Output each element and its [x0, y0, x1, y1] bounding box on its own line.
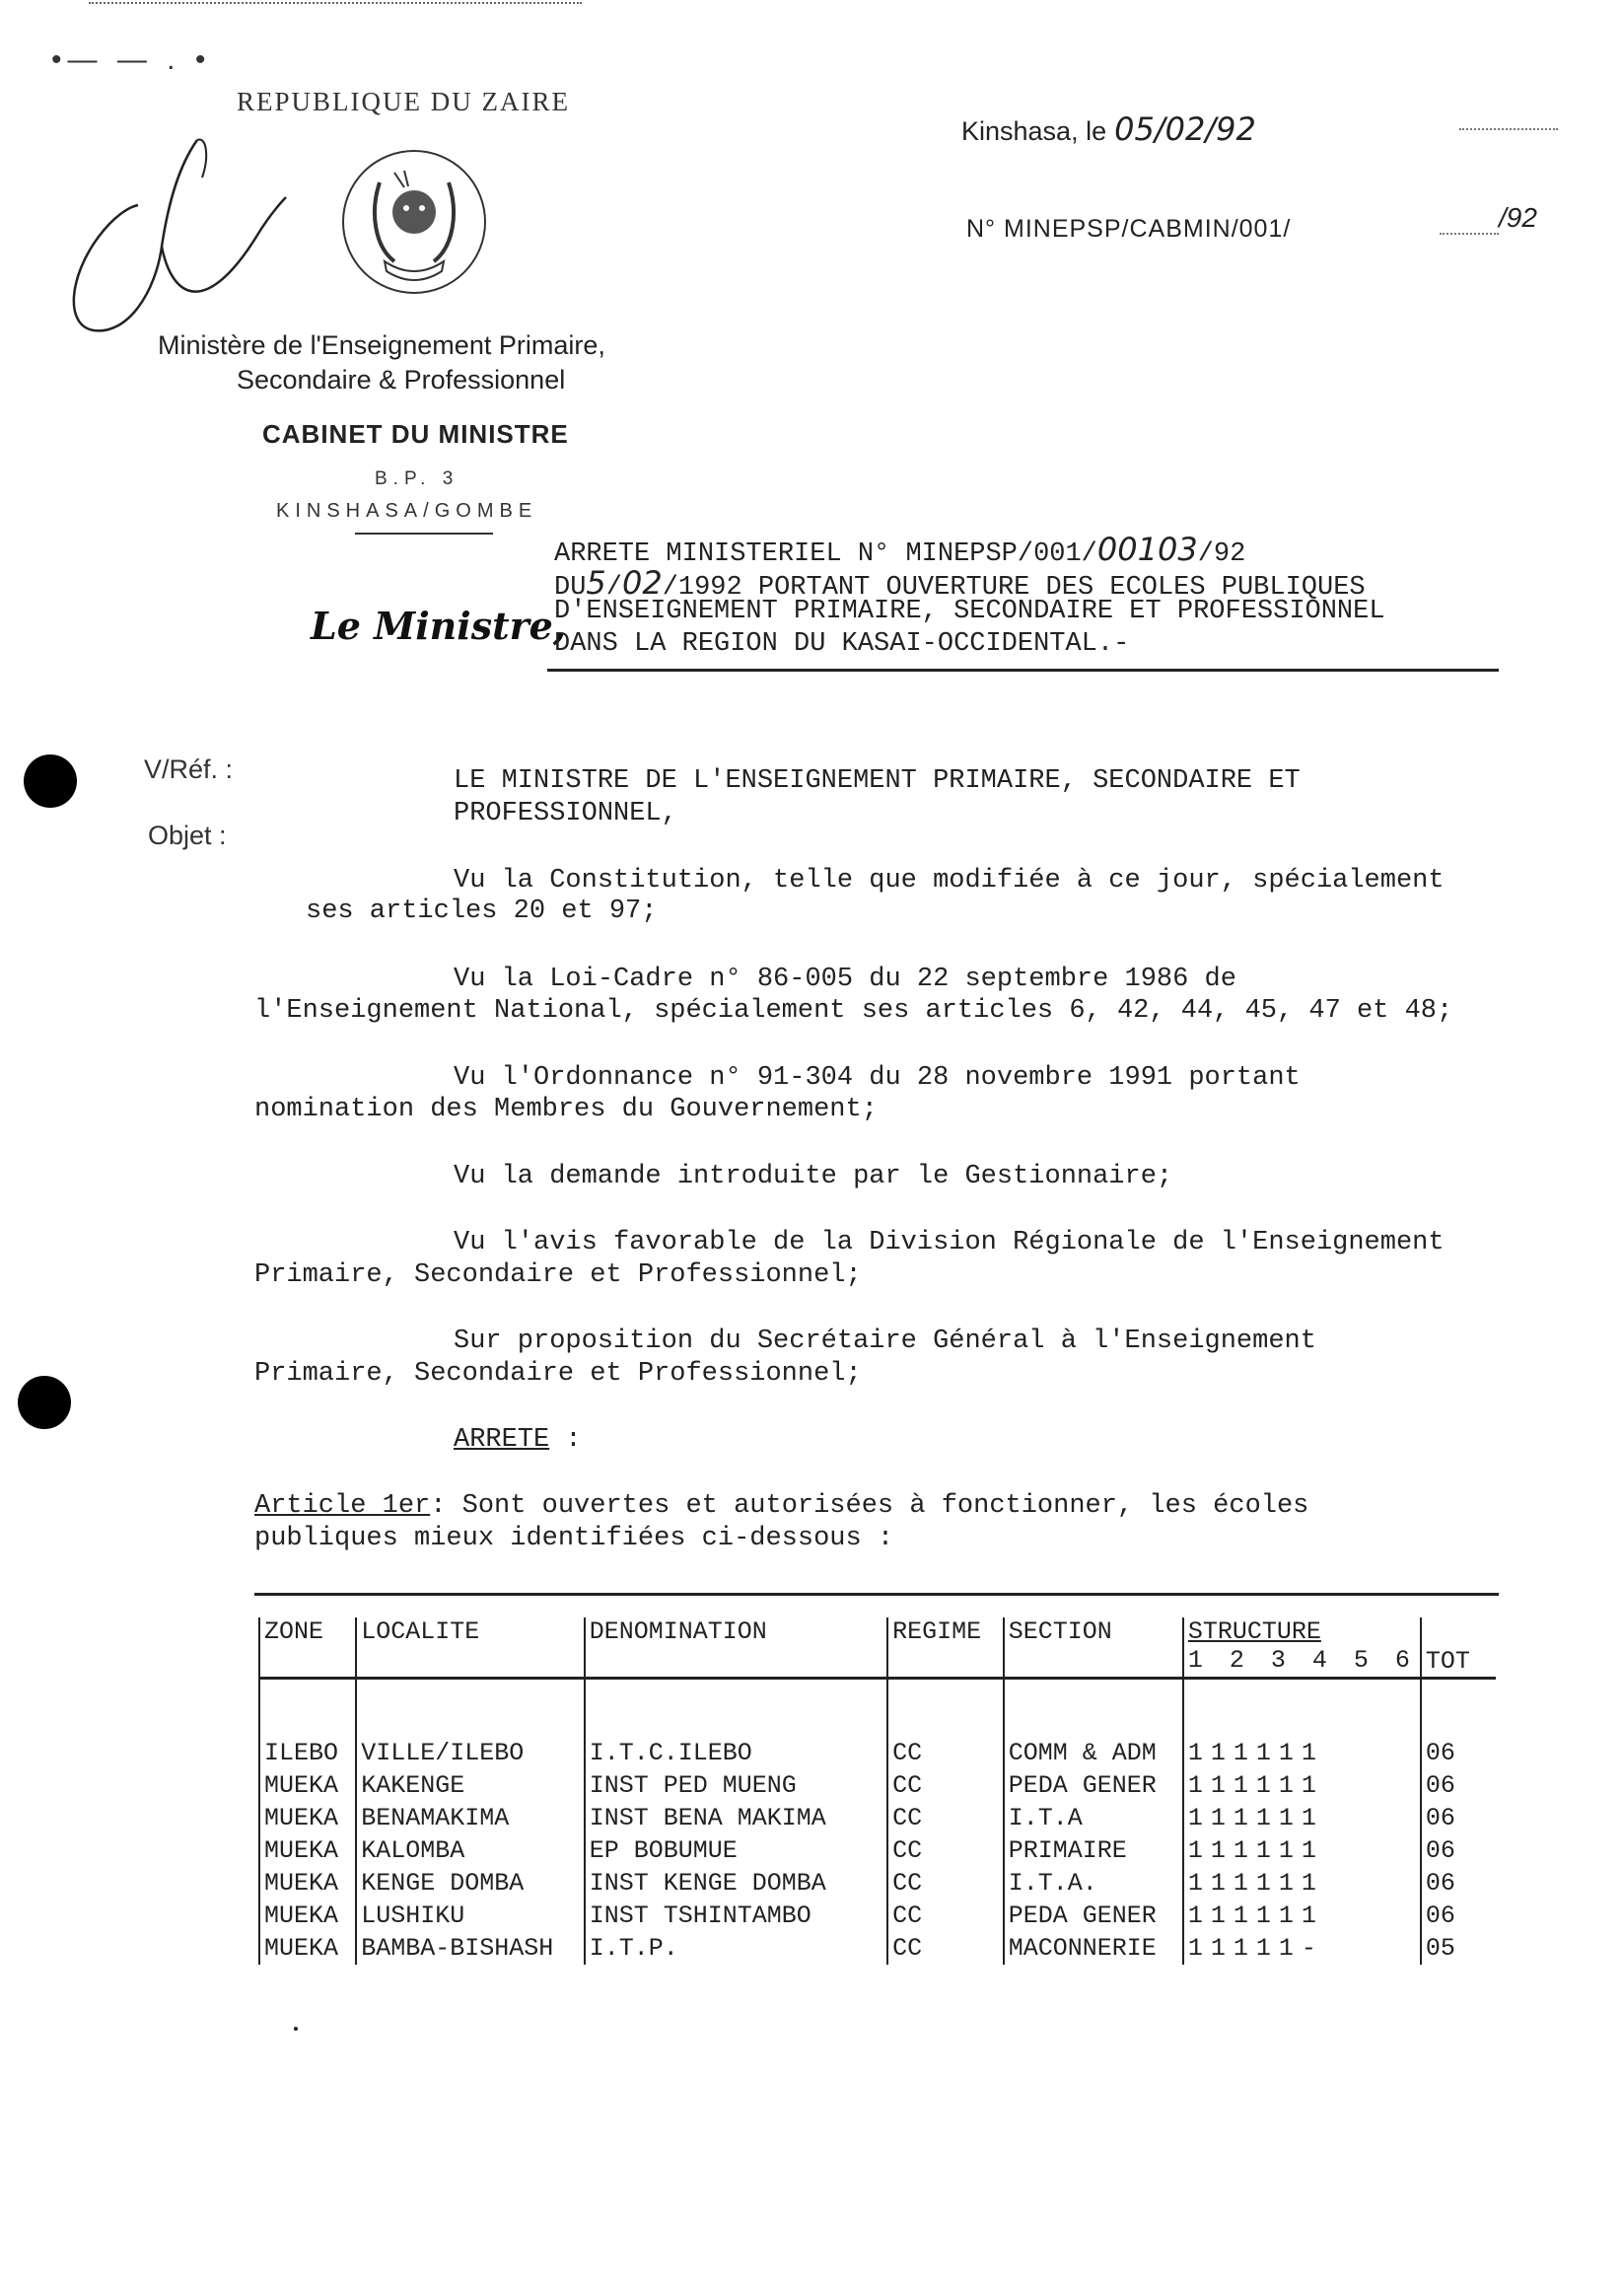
cell-regime: CC: [887, 1769, 1004, 1802]
cell-structure: 11111-: [1183, 1932, 1421, 1965]
coat-of-arms-seal-icon: [335, 143, 493, 301]
cell-zone: MUEKA: [259, 1834, 356, 1867]
cell-localite: VILLE/ILEBO: [356, 1737, 584, 1769]
considerant-line: nomination des Membres du Gouvernement;: [254, 1095, 878, 1124]
cell-localite: KALOMBA: [356, 1834, 584, 1867]
cell-zone: ILEBO: [259, 1737, 356, 1769]
structure-numbers: 1 2 3 4 5 6: [1187, 1646, 1416, 1675]
cell-section: COMM & ADM: [1004, 1737, 1183, 1769]
signature-icon: [59, 128, 316, 355]
cell-section: MACONNERIE: [1004, 1932, 1183, 1965]
objet-label: Objet :: [148, 821, 227, 850]
cell-regime: CC: [887, 1802, 1004, 1834]
stray-ink-dot: [294, 2027, 298, 2031]
table-row: [259, 1867, 1496, 1900]
reference-dotted-line: [1440, 233, 1499, 235]
place-prefix: Kinshasa, le: [961, 116, 1107, 146]
considerant-line: Vu la demande introduite par le Gestionnaire;: [454, 1162, 1173, 1191]
table-top-rule: [254, 1593, 1499, 1596]
minister-label: Le Ministre,: [311, 604, 567, 648]
cell-structure: 111111: [1183, 1769, 1421, 1802]
preamble-line: PROFESSIONNEL,: [454, 799, 677, 828]
arrete-title-text: ARRETE MINISTERIEL N° MINEPSP/001/: [554, 539, 1097, 569]
arrete-title-line4: DANS LA REGION DU KASAI-OCCIDENTAL.-: [554, 629, 1130, 659]
ministry-name-line2: Secondaire & Professionnel: [237, 365, 566, 395]
table-row: [259, 1900, 1496, 1932]
cell-zone: MUEKA: [259, 1932, 356, 1965]
cell-structure: 111111: [1183, 1867, 1421, 1900]
header-localite: LOCALITE: [356, 1617, 584, 1679]
cell-localite: LUSHIKU: [356, 1900, 584, 1932]
cell-regime: CC: [887, 1867, 1004, 1900]
cell-localite: BENAMAKIMA: [356, 1802, 584, 1834]
arrete-word: ARRETE: [454, 1425, 550, 1455]
cell-denomination: I.T.P.: [585, 1932, 887, 1965]
place-date: [961, 110, 1256, 148]
table-row: [259, 1834, 1496, 1867]
cell-localite: KENGE DOMBA: [356, 1867, 584, 1900]
considerant-line: Vu la Loi-Cadre n° 86-005 du 22 septembre 1986 de: [454, 965, 1236, 994]
ministry-name-line1: Ministère de l'Enseignement Primaire,: [158, 330, 605, 360]
arrete-title-line3: D'ENSEIGNEMENT PRIMAIRE, SECONDAIRE ET PROFESSIONNEL: [554, 597, 1385, 626]
arrete-title-text: DU: [554, 573, 587, 603]
address-city: KINSHASA/GOMBE: [276, 500, 538, 522]
cell-zone: MUEKA: [259, 1900, 356, 1932]
cell-denomination: INST PED MUENG: [585, 1769, 887, 1802]
header-regime: REGIME: [887, 1617, 1004, 1679]
considerant-line: Vu la Constitution, telle que modifiée à ce jour, spécialement: [454, 866, 1445, 896]
reference-year: /92: [1499, 202, 1537, 233]
scan-artifact-line: [89, 2, 582, 6]
table-row: [259, 1769, 1496, 1802]
cell-tot: 06: [1421, 1737, 1496, 1769]
header-section: SECTION: [1004, 1617, 1183, 1679]
arrete-colon: :: [549, 1425, 582, 1455]
cell-denomination: INST TSHINTAMBO: [585, 1900, 887, 1932]
header-structure: [1183, 1617, 1421, 1679]
preamble-line: LE MINISTRE DE L'ENSEIGNEMENT PRIMAIRE, SECONDAIRE ET: [454, 766, 1301, 796]
handwritten-month: 02: [621, 564, 663, 602]
cell-tot: 05: [1421, 1932, 1496, 1965]
article-line: [254, 1491, 1308, 1521]
arrete-title-text: /92: [1197, 539, 1246, 569]
arrete-title-text: /1992 PORTANT OUVERTURE DES ECOLES PUBLIQUES: [662, 573, 1366, 603]
punch-hole-mark: [24, 754, 77, 808]
cell-regime: CC: [887, 1900, 1004, 1932]
reference-number: N° MINEPSP/CABMIN/001/: [966, 215, 1292, 243]
cell-structure: 111111: [1183, 1834, 1421, 1867]
header-tot: [1421, 1617, 1496, 1679]
date-dotted-line: [1459, 128, 1558, 130]
cell-structure: 111111: [1183, 1737, 1421, 1769]
article-line: publiques mieux identifiées ci-dessous :: [254, 1524, 894, 1553]
cell-zone: MUEKA: [259, 1802, 356, 1834]
republic-title: REPUBLIQUE DU ZAIRE: [237, 87, 570, 116]
cell-denomination: INST KENGE DOMBA: [585, 1867, 887, 1900]
cell-localite: KAKENGE: [356, 1769, 584, 1802]
article-label: Article 1er: [254, 1491, 431, 1521]
cell-regime: CC: [887, 1834, 1004, 1867]
handwritten-date: 05/02/92: [1114, 110, 1256, 148]
cell-localite: BAMBA-BISHASH: [356, 1932, 584, 1965]
cell-regime: CC: [887, 1737, 1004, 1769]
cell-tot: 06: [1421, 1769, 1496, 1802]
vref-label: V/Réf. :: [144, 754, 234, 784]
article-text: : Sont ouvertes et autorisées à fonctionner, les écoles: [430, 1491, 1309, 1521]
address-underline: [355, 533, 493, 535]
top-scribble: •— — . •: [51, 43, 212, 76]
cell-structure: 111111: [1183, 1802, 1421, 1834]
cell-section: PEDA GENER: [1004, 1769, 1183, 1802]
table-row: [259, 1737, 1496, 1769]
cell-tot: 06: [1421, 1900, 1496, 1932]
cell-tot: 06: [1421, 1834, 1496, 1867]
cell-section: I.T.A: [1004, 1802, 1183, 1834]
table-row: [259, 1932, 1496, 1965]
cell-regime: CC: [887, 1932, 1004, 1965]
considerant-line: Primaire, Secondaire et Professionnel;: [254, 1359, 862, 1389]
cell-section: I.T.A.: [1004, 1867, 1183, 1900]
arrete-heading: [454, 1425, 582, 1455]
cell-section: PEDA GENER: [1004, 1900, 1183, 1932]
cell-zone: MUEKA: [259, 1769, 356, 1802]
considerant-line: Primaire, Secondaire et Professionnel;: [254, 1260, 862, 1290]
considerant-line: Sur proposition du Secrétaire Général à l'Enseignement: [454, 1327, 1316, 1356]
arrete-title-text: /: [605, 573, 622, 603]
header-denomination: DENOMINATION: [585, 1617, 887, 1679]
postal-box: B.P. 3: [375, 468, 459, 489]
header-zone: ZONE: [259, 1617, 356, 1679]
cell-section: PRIMAIRE: [1004, 1834, 1183, 1867]
handwritten-day: 5: [586, 564, 606, 602]
punch-hole-mark: [18, 1376, 71, 1429]
considerant-line: Vu l'Ordonnance n° 91-304 du 28 novembre 1991 portant: [454, 1063, 1301, 1093]
tot-label: TOT: [1425, 1647, 1470, 1676]
considerant-line: l'Enseignement National, spécialement ses articles 6, 42, 44, 45, 47 et 48;: [254, 996, 1453, 1026]
structure-title: STRUCTURE: [1187, 1617, 1321, 1646]
schools-table: [258, 1617, 1496, 1965]
considerant-line: ses articles 20 et 97;: [306, 897, 658, 926]
cell-denomination: I.T.C.ILEBO: [585, 1737, 887, 1769]
cell-zone: MUEKA: [259, 1867, 356, 1900]
table-spacer-row: [259, 1679, 1496, 1738]
handwritten-arrete-number: 00103: [1096, 531, 1198, 568]
table-header-row: [259, 1617, 1496, 1679]
cell-tot: 06: [1421, 1802, 1496, 1834]
considerant-line: Vu l'avis favorable de la Division Régionale de l'Enseignement: [454, 1228, 1445, 1257]
cabinet-label: CABINET DU MINISTRE: [262, 419, 569, 449]
cell-denomination: EP BOBUMUE: [585, 1834, 887, 1867]
arrete-title-rule: [547, 669, 1499, 672]
cell-tot: 06: [1421, 1867, 1496, 1900]
table-row: [259, 1802, 1496, 1834]
cell-denomination: INST BENA MAKIMA: [585, 1802, 887, 1834]
cell-structure: 111111: [1183, 1900, 1421, 1932]
